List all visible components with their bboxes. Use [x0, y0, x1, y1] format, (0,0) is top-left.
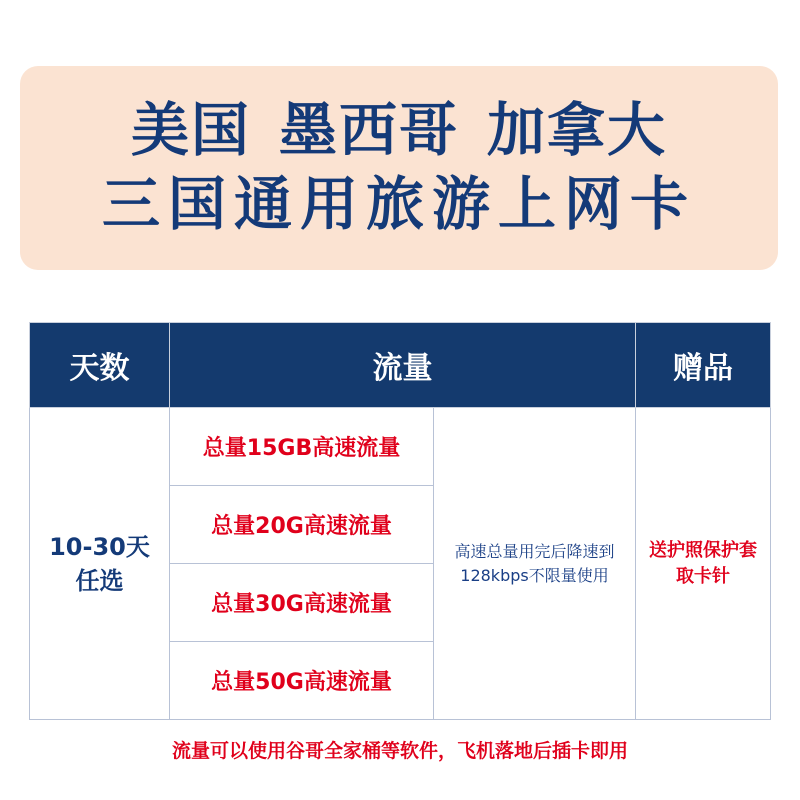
footer-note: 流量可以使用谷哥全家桶等软件，飞机落地后插卡即用: [171, 740, 628, 762]
package-50g: 总量50G高速流量: [170, 642, 434, 720]
header-gift: 赠品: [636, 323, 771, 408]
package-15gb: 总量15GB高速流量: [170, 408, 434, 486]
days-cell: [30, 408, 170, 720]
plan-table: [29, 322, 771, 720]
gift-line-2: 取卡针: [676, 565, 730, 587]
header-data: 流量: [170, 323, 636, 408]
package-30g: 总量30G高速流量: [170, 564, 434, 642]
country-usa: 美国: [130, 96, 251, 164]
speed-note-line-2: 128kbps不限量使用: [460, 565, 609, 585]
days-range: 10-30天: [49, 532, 150, 561]
country-mexico: 墨西哥: [278, 96, 459, 164]
banner-line-2: 三国通用旅游上网卡: [101, 170, 696, 238]
package-20g: 总量20G高速流量: [170, 486, 434, 564]
country-canada: 加拿大: [487, 96, 668, 164]
speed-note-line-1: 高速总量用完后降速到: [454, 541, 615, 561]
banner-line-1: [131, 94, 667, 166]
days-choice: 任选: [75, 566, 124, 595]
title-banner: [20, 66, 778, 270]
speed-note-cell: [434, 408, 636, 720]
gift-cell: [636, 408, 771, 720]
table-row: [30, 408, 771, 486]
header-days: 天数: [30, 323, 170, 408]
table-header-row: [30, 323, 771, 408]
gift-line-1: 送护照保护套: [649, 539, 757, 561]
